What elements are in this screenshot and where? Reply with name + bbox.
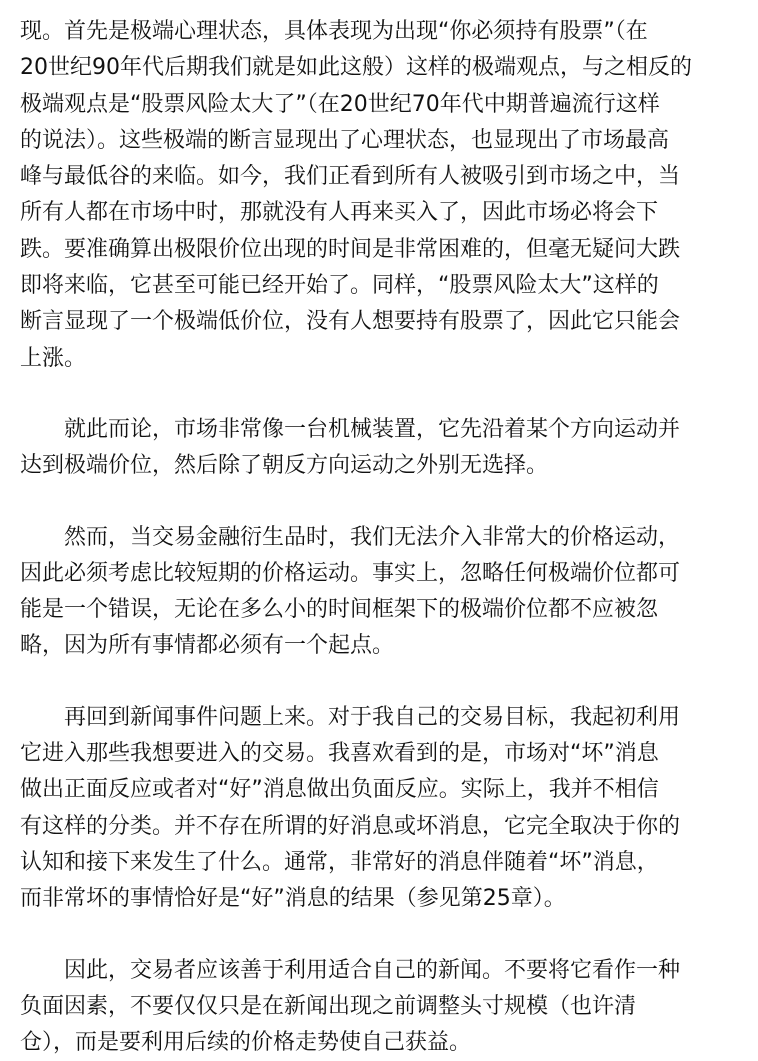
text-line: 因此必须考虑比较短期的价格运动。事实上，忽略任何极端价位都可 (20, 560, 681, 586)
paragraph-news-events (20, 700, 745, 918)
paragraph-mechanical-device (20, 412, 745, 485)
text-line: 认知和接下来发生了什么。通常，非常好的消息伴随着“坏”消息， (20, 849, 659, 875)
paragraph-use-news (20, 953, 745, 1061)
text-line: 再回到新闻事件问题上来。对于我自己的交易目标，我起初利用 (64, 704, 681, 730)
text-line: 略，因为所有事情都必须有一个起点。 (20, 633, 395, 659)
text-line: 能是一个错误，无论在多么小的时间框架下的极端价位都不应被忽 (20, 597, 659, 623)
text-line: 它进入那些我想要进入的交易。我喜欢看到的是，市场对“坏”消息 (20, 741, 659, 767)
text-line: 的说法）。这些极端的断言显现出了心理状态，也显现出了市场最高 (20, 127, 670, 153)
text-line: 有这样的分类。并不存在所谓的好消息或坏消息，它完全取决于你的 (20, 813, 681, 839)
text-line: 负面因素，不要仅仅只是在新闻出现之前调整头寸规模（也许清 (20, 993, 637, 1019)
text-line: 断言显现了一个极端低价位，没有人想要持有股票了，因此它只能会 (20, 309, 681, 335)
text-line: 上涨。 (20, 345, 87, 371)
document-page (20, 14, 745, 1061)
text-line: 所有人都在市场中时，那就没有人再来买入了，因此市场必将会下 (20, 200, 659, 226)
text-line: 现。首先是极端心理状态，具体表现为出现“你必须持有股票”（在 (20, 19, 648, 44)
text-line: 达到极端价位，然后除了朝反方向运动之外别无选择。 (20, 453, 549, 479)
text-line: 仓），而是要利用后续的价格走势使自己获益。 (20, 1030, 472, 1056)
paragraph-market-extremes (20, 14, 745, 377)
paragraph-derivatives (20, 520, 745, 665)
text-line: 极端观点是“股票风险太大了”（在20世纪70年代中期普遍流行这样 (20, 91, 660, 117)
paragraph-gap (20, 918, 745, 953)
text-line: 20世纪90年代后期我们就是如此这般）这样的极端观点，与之相反的 (20, 55, 692, 81)
text-line: 就此而论，市场非常像一台机械装置，它先沿着某个方向运动并 (64, 416, 681, 442)
text-line: 然而，当交易金融衍生品时，我们无法介入非常大的价格运动， (64, 524, 681, 550)
text-line: 做出正面反应或者对“好”消息做出负面反应。实际上，我并不相信 (20, 777, 659, 803)
text-line: 而非常坏的事情恰好是“好”消息的结果（参见第25章）。 (20, 886, 566, 912)
text-line: 跌。要准确算出极限价位出现的时间是非常困难的，但毫无疑问大跌 (20, 236, 681, 262)
paragraph-gap (20, 485, 745, 520)
text-line: 即将来临，它甚至可能已经开始了。同样，“股票风险太大”这样的 (20, 273, 659, 299)
text-line: 因此，交易者应该善于利用适合自己的新闻。不要将它看作一种 (64, 957, 681, 983)
paragraph-gap (20, 665, 745, 700)
text-line: 峰与最低谷的来临。如今，我们正看到所有人被吸引到市场之中，当 (20, 164, 681, 190)
paragraph-gap (20, 377, 745, 412)
